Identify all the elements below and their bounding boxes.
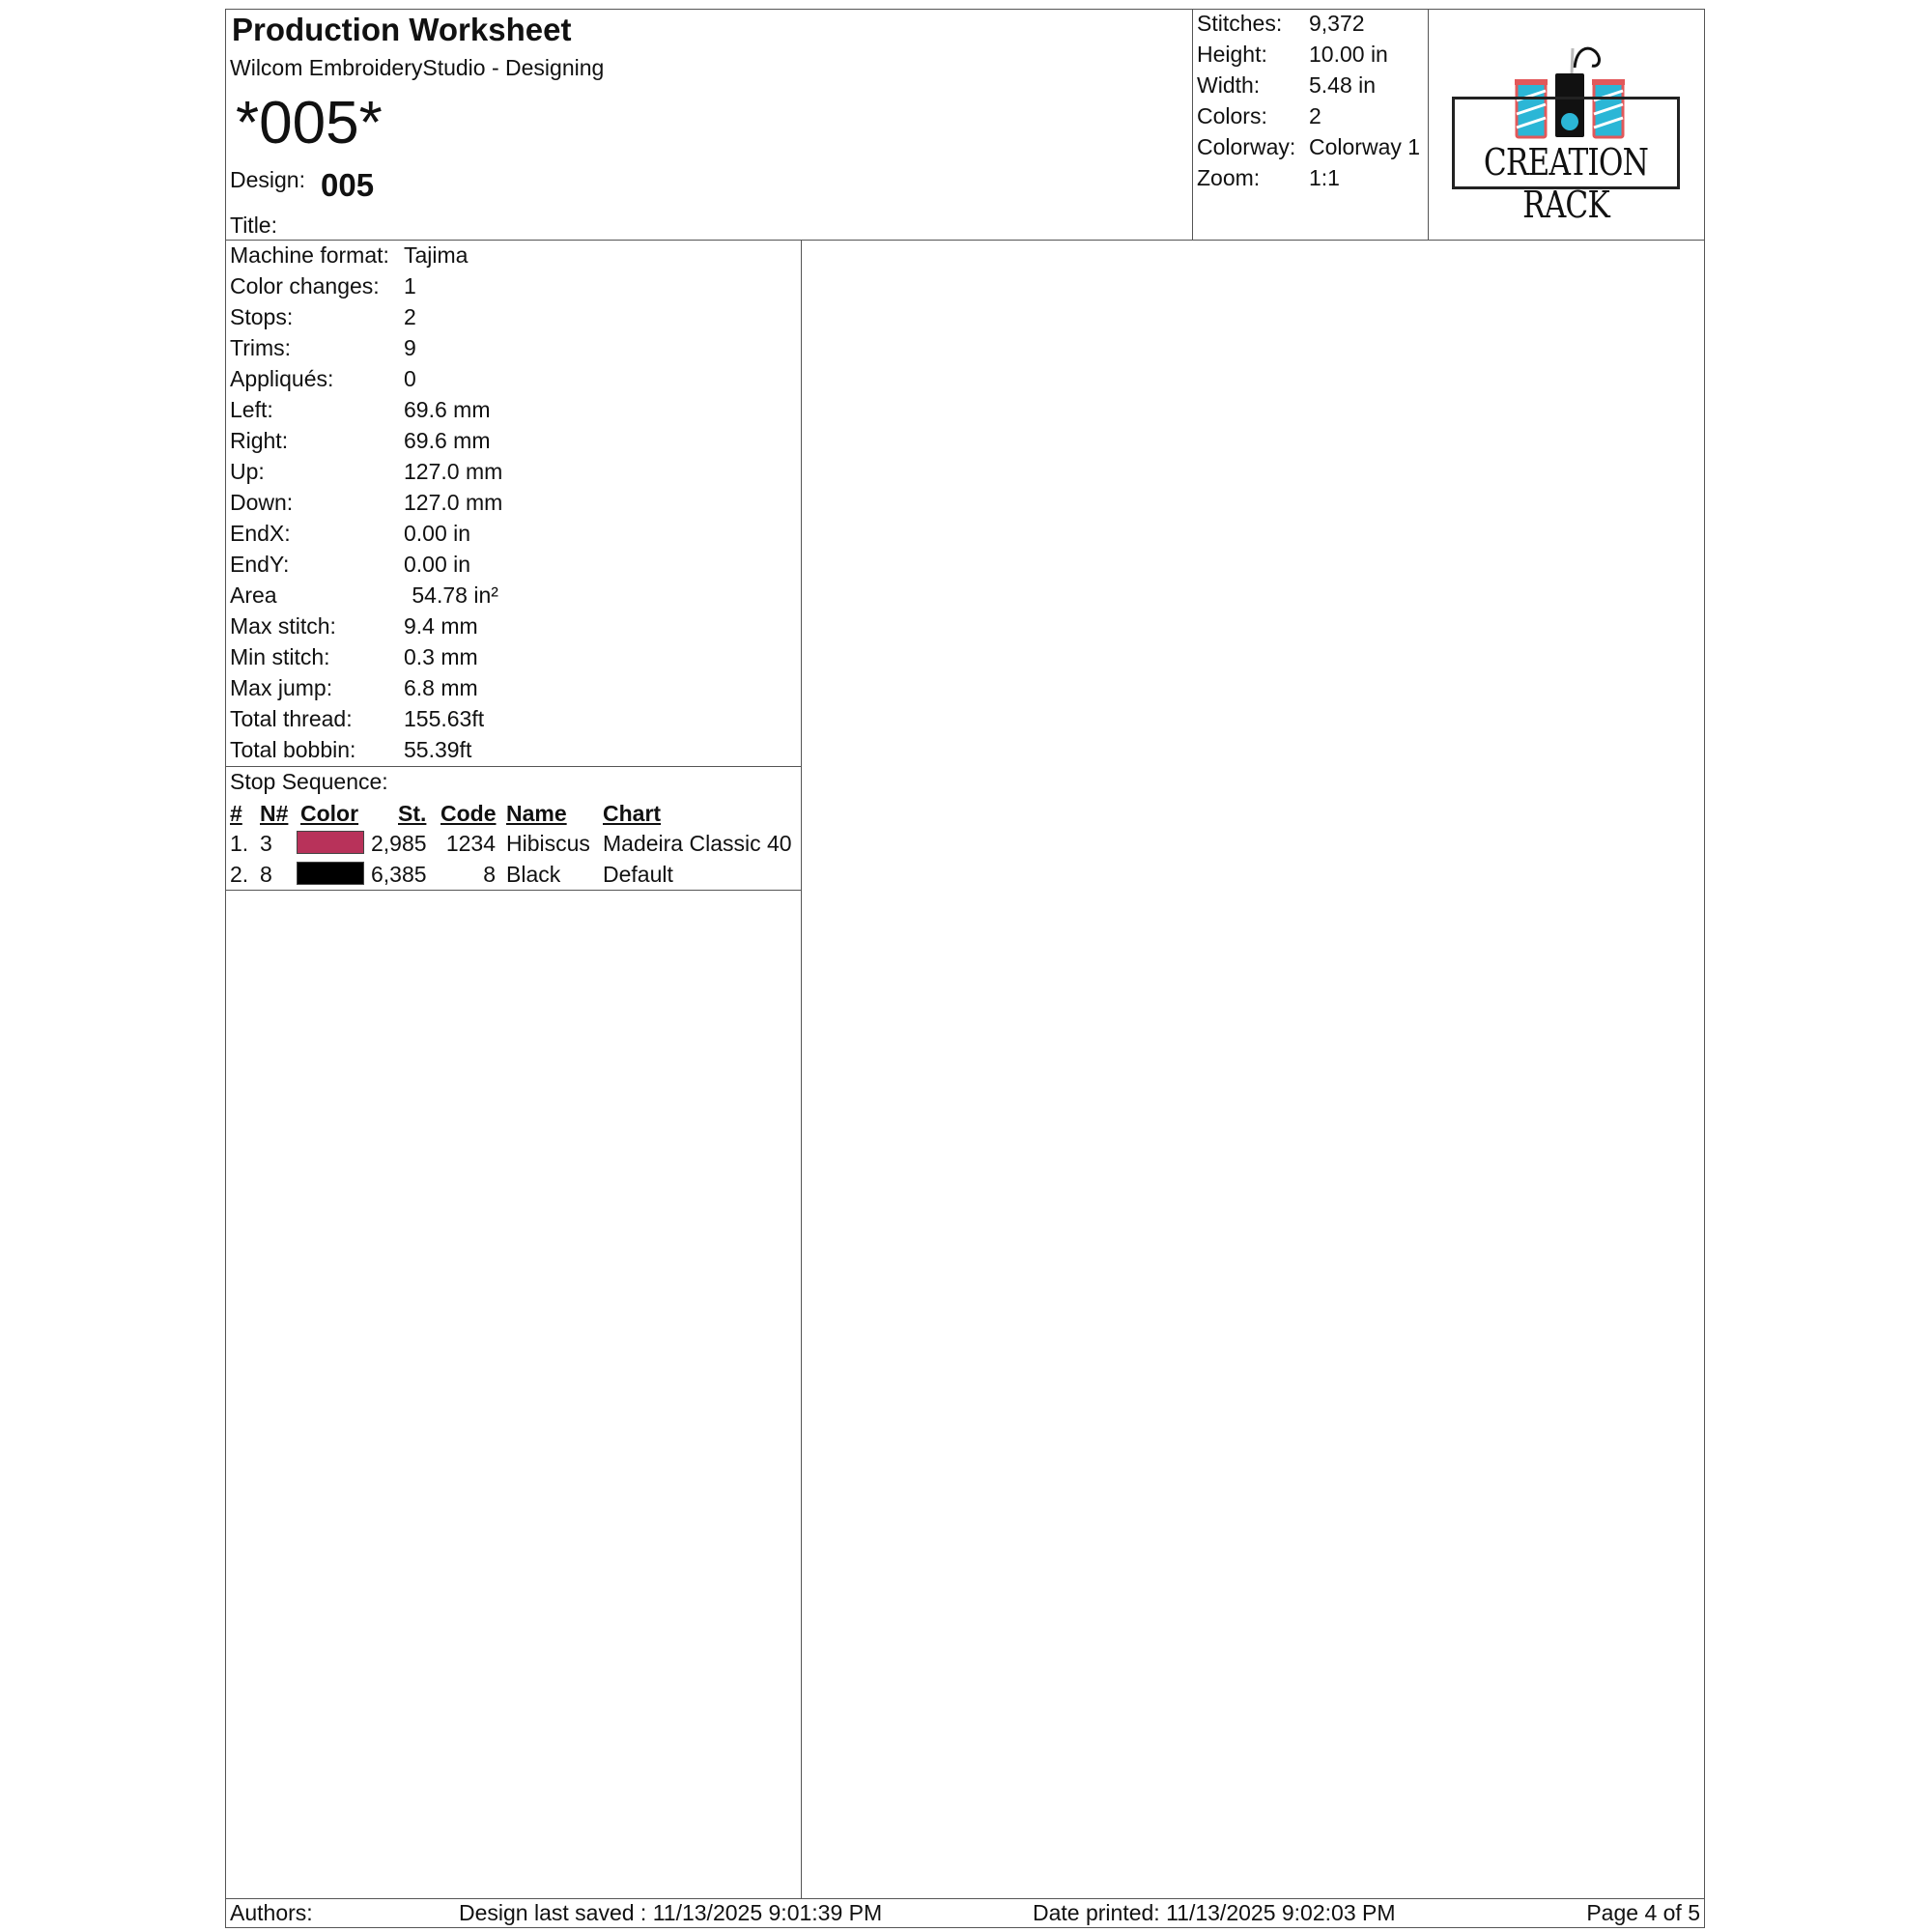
detail-label-max-jump: Max jump: — [230, 675, 333, 700]
design-label: Design: — [230, 167, 305, 192]
details-right-divider — [801, 240, 802, 1898]
detail-label-endx: EndX: — [230, 521, 291, 546]
detail-value-total-bobbin: 55.39ft — [404, 737, 472, 762]
summary-label-stitches: Stitches: — [1197, 11, 1283, 36]
detail-value-trims: 9 — [404, 335, 416, 360]
detail-label-stops: Stops: — [230, 304, 294, 329]
footer-last-saved: Design last saved : 11/13/2025 9:01:39 PM — [459, 1900, 883, 1925]
footer-date-printed: Date printed: 11/13/2025 9:02:03 PM — [1033, 1900, 1396, 1925]
col-header-color: Color — [300, 801, 359, 826]
detail-value-max-stitch: 9.4 mm — [404, 613, 478, 639]
detail-label-total-bobbin: Total bobbin: — [230, 737, 356, 762]
row-code: 1234 — [445, 831, 496, 856]
col-header-num: # — [230, 801, 242, 826]
row-name: Hibiscus — [506, 831, 590, 856]
logo-left-divider — [1428, 9, 1429, 241]
detail-value-color-changes: 1 — [404, 273, 416, 298]
logo-text: CREATION RACK — [1483, 141, 1649, 226]
row-stitches: 6,385 — [371, 862, 427, 887]
summary-label-colorway: Colorway: — [1197, 134, 1296, 159]
row-needle: 3 — [260, 831, 272, 856]
barcode-text: *005* — [236, 90, 383, 156]
summary-value-stitches: 9,372 — [1309, 11, 1365, 36]
summary-value-colorway: Colorway 1 — [1309, 134, 1421, 159]
row-stitches: 2,985 — [371, 831, 427, 856]
detail-label-color-changes: Color changes: — [230, 273, 380, 298]
page-title: Production Worksheet — [232, 12, 572, 47]
detail-value-right: 69.6 mm — [404, 428, 491, 453]
summary-left-divider — [1192, 9, 1193, 241]
detail-value-up: 127.0 mm — [404, 459, 503, 484]
design-value: 005 — [321, 167, 375, 203]
details-divider — [225, 766, 802, 767]
col-header-name: Name — [506, 801, 567, 826]
footer-page-number: Page 4 of 5 — [1586, 1900, 1700, 1925]
row-chart: Default — [603, 862, 673, 887]
detail-label-area: Area — [230, 582, 277, 608]
detail-value-stops: 2 — [404, 304, 416, 329]
color-swatch-black — [297, 862, 364, 885]
detail-value-down: 127.0 mm — [404, 490, 503, 515]
row-needle: 8 — [260, 862, 272, 887]
detail-label-down: Down: — [230, 490, 294, 515]
summary-label-height: Height: — [1197, 42, 1267, 67]
detail-label-right: Right: — [230, 428, 289, 453]
footer-authors: Authors: — [230, 1900, 313, 1925]
detail-label-trims: Trims: — [230, 335, 292, 360]
detail-value-appliques: 0 — [404, 366, 416, 391]
detail-label-total-thread: Total thread: — [230, 706, 353, 731]
row-num: 1. — [230, 831, 249, 856]
detail-value-min-stitch: 0.3 mm — [404, 644, 478, 669]
stop-sequence-label: Stop Sequence: — [230, 769, 388, 794]
detail-label-machine-format: Machine format: — [230, 242, 389, 268]
software-name: Wilcom EmbroideryStudio - Designing — [230, 55, 605, 80]
worksheet-frame — [225, 9, 1705, 1928]
summary-label-colors: Colors: — [1197, 103, 1267, 128]
detail-label-left: Left: — [230, 397, 273, 422]
detail-value-endx: 0.00 in — [404, 521, 471, 546]
detail-value-area: 54.78 in² — [406, 582, 498, 608]
detail-label-appliques: Appliqués: — [230, 366, 334, 391]
detail-value-endy: 0.00 in — [404, 552, 471, 577]
detail-value-left: 69.6 mm — [404, 397, 491, 422]
summary-value-width: 5.48 in — [1309, 72, 1377, 98]
row-chart: Madeira Classic 40 — [603, 831, 792, 856]
summary-value-zoom: 1:1 — [1309, 165, 1340, 190]
col-header-code: Code — [440, 801, 497, 826]
col-header-chart: Chart — [603, 801, 662, 826]
col-header-stitches: St. — [398, 801, 427, 826]
color-swatch-hibiscus — [297, 831, 364, 854]
detail-value-max-jump: 6.8 mm — [404, 675, 478, 700]
detail-value-machine-format: Tajima — [404, 242, 469, 268]
detail-label-max-stitch: Max stitch: — [230, 613, 336, 639]
row-name: Black — [506, 862, 561, 887]
summary-label-width: Width: — [1197, 72, 1261, 98]
row-num: 2. — [230, 862, 249, 887]
summary-label-zoom: Zoom: — [1197, 165, 1261, 190]
summary-value-colors: 2 — [1309, 103, 1321, 128]
detail-value-total-thread: 155.63ft — [404, 706, 485, 731]
col-header-needle: N# — [260, 801, 289, 826]
detail-label-endy: EndY: — [230, 552, 290, 577]
summary-value-height: 10.00 in — [1309, 42, 1388, 67]
stop-sequence-divider — [225, 890, 802, 891]
header-divider — [225, 240, 1705, 241]
footer-divider — [225, 1898, 1705, 1899]
detail-label-up: Up: — [230, 459, 265, 484]
title-label: Title: — [230, 213, 277, 238]
detail-label-min-stitch: Min stitch: — [230, 644, 330, 669]
row-code: 8 — [483, 862, 496, 887]
